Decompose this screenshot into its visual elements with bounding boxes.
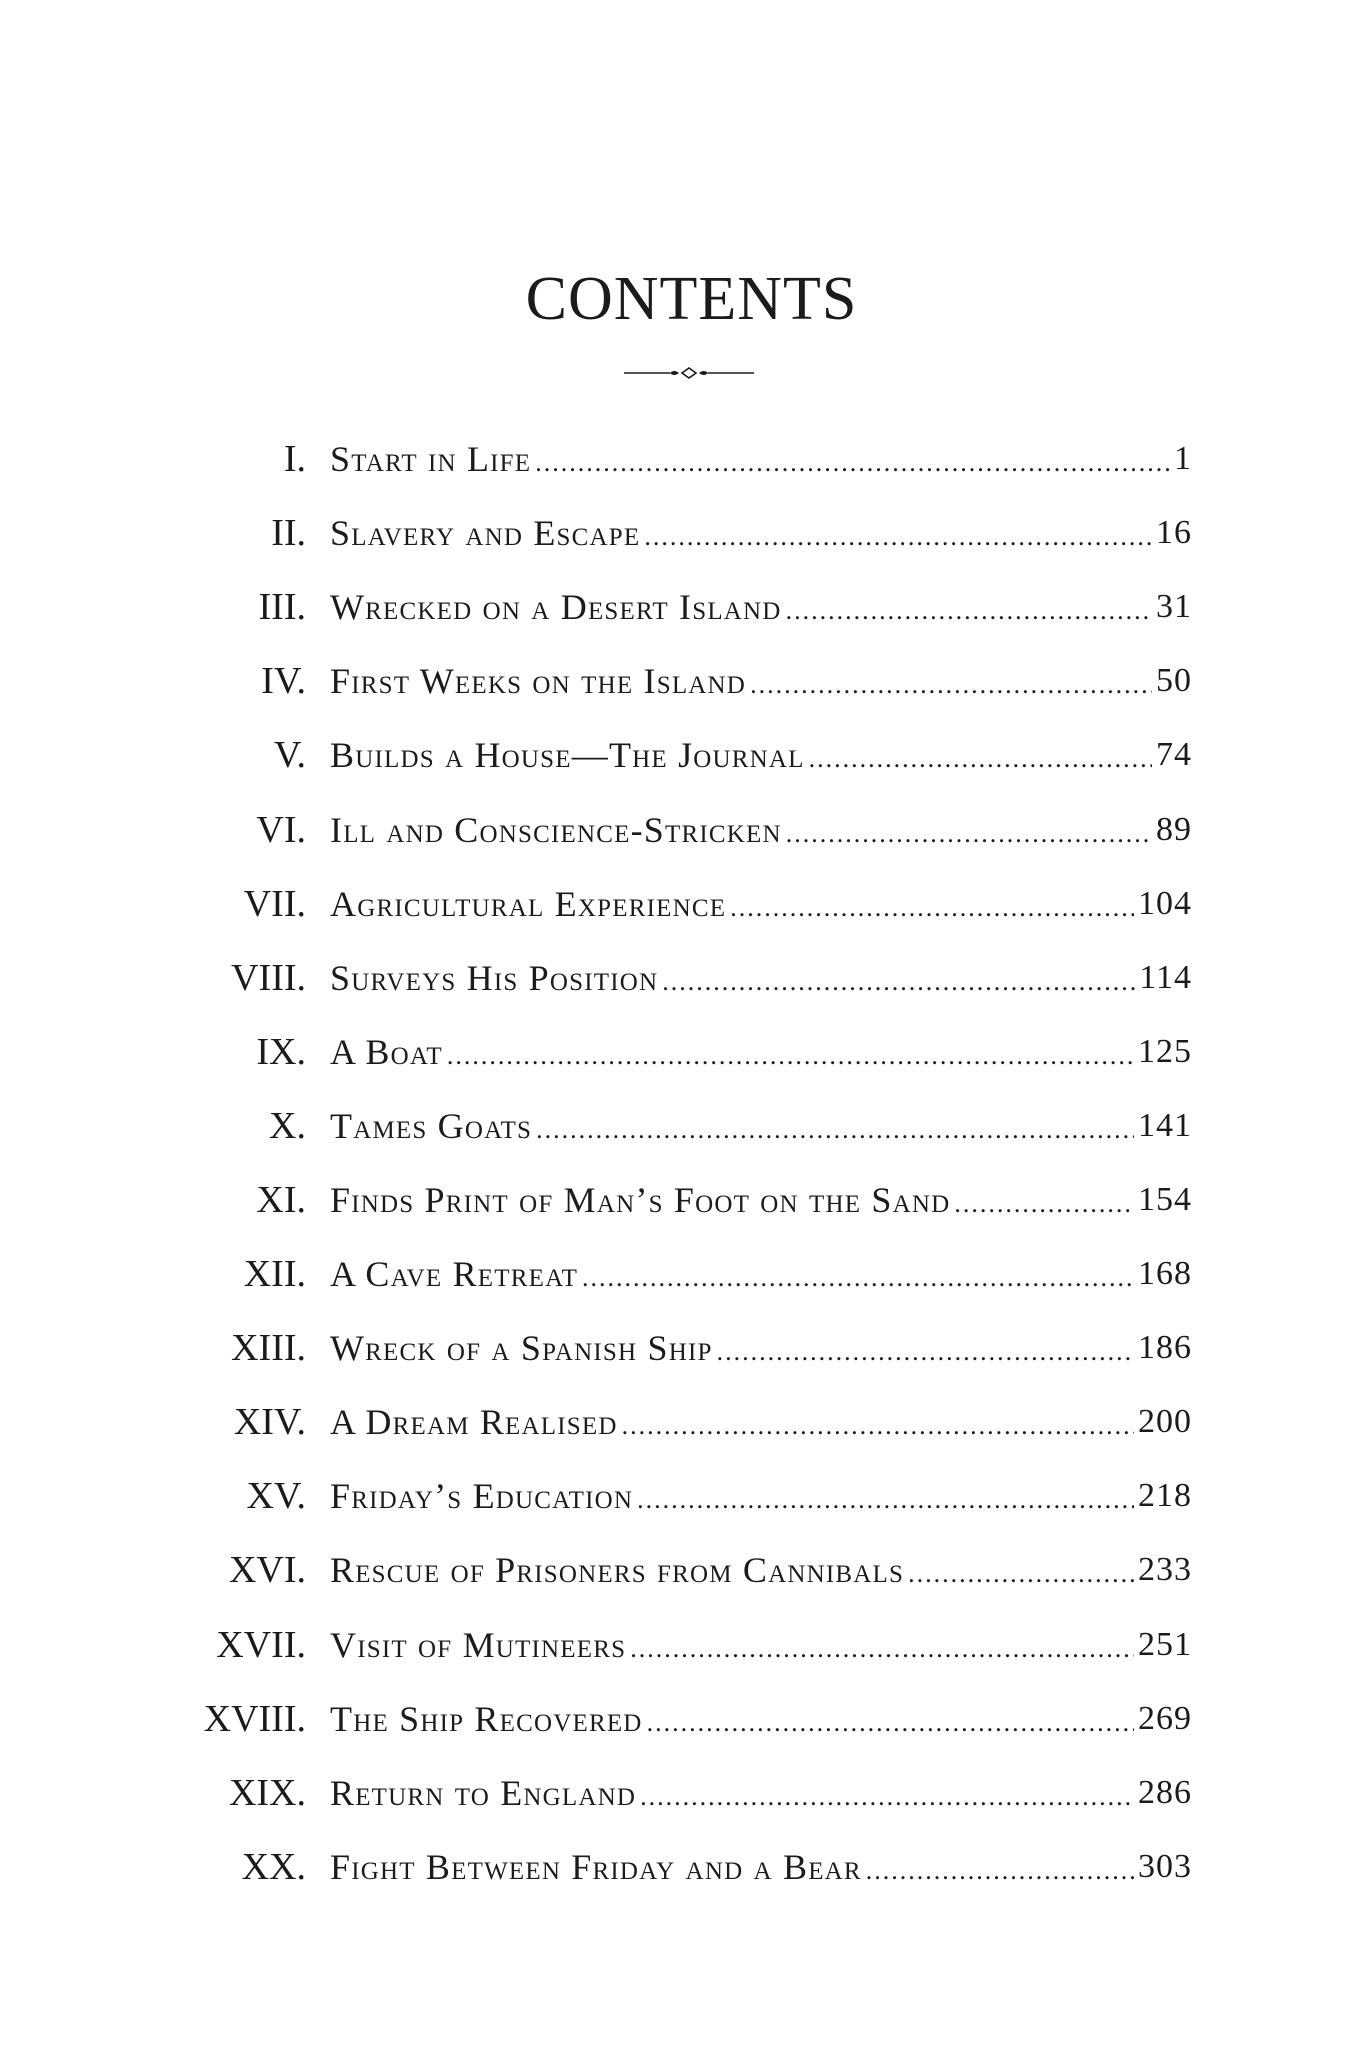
page-number: 114 [1139, 958, 1192, 996]
chapter-numeral: XVIII. [203, 1697, 306, 1740]
toc-entry [0, 1311, 1365, 1385]
chapter-numeral: VIII. [231, 956, 306, 999]
chapter-title: A Boat [330, 1031, 443, 1072]
dot-leader [750, 670, 1152, 700]
dot-leader [786, 596, 1152, 626]
chapter-numeral: XX. [241, 1845, 306, 1888]
chapter-numeral: III. [258, 586, 306, 629]
toc-entry-line [330, 941, 1192, 1015]
toc-entry-line [330, 1682, 1192, 1756]
dot-leader [809, 744, 1152, 774]
chapter-title: First Weeks on the Island [330, 661, 747, 702]
toc-entry [0, 496, 1365, 570]
chapter-title: Friday’s Education [330, 1476, 634, 1517]
toc-entry [0, 941, 1365, 1015]
chapter-numeral: V. [273, 734, 306, 777]
page-number: 1 [1174, 440, 1192, 478]
toc-entry [0, 1163, 1365, 1237]
chapter-numeral: XV. [246, 1475, 306, 1518]
chapter-numeral: VII. [243, 882, 306, 925]
page-number: 186 [1138, 1329, 1192, 1367]
toc-entry [0, 1015, 1365, 1089]
toc-entry-line [330, 1015, 1192, 1089]
toc-entry [0, 718, 1365, 792]
page-number: 154 [1138, 1180, 1192, 1218]
page-number: 141 [1138, 1106, 1192, 1144]
dot-leader [662, 967, 1135, 997]
chapter-title: Visit of Mutineers [330, 1624, 627, 1665]
toc-entry [0, 1385, 1365, 1459]
page-number: 50 [1156, 662, 1192, 700]
dot-leader [622, 1411, 1134, 1441]
dot-leader [717, 1337, 1134, 1367]
page-number: 303 [1138, 1847, 1192, 1885]
toc-entry-line [330, 1311, 1192, 1385]
toc-entry [0, 1089, 1365, 1163]
page-number: 89 [1156, 810, 1192, 848]
chapter-title: Tames Goats [330, 1105, 533, 1146]
chapter-title: Start in Life [330, 439, 532, 480]
page-number: 269 [1138, 1699, 1192, 1737]
dot-leader [447, 1041, 1134, 1071]
toc-entry-line [330, 718, 1192, 792]
chapter-numeral: XVII. [216, 1623, 306, 1666]
ornament-divider-icon [624, 365, 754, 381]
toc-entry-line [330, 1089, 1192, 1163]
toc-entry-line [330, 867, 1192, 941]
toc-entry-line [330, 496, 1192, 570]
toc-entry [0, 1459, 1365, 1533]
chapter-title: Wreck of a Spanish Ship [330, 1328, 713, 1369]
table-of-contents [0, 422, 1365, 1904]
page-title: CONTENTS [525, 265, 858, 333]
chapter-title: Agricultural Experience [330, 883, 727, 924]
page-number: 104 [1138, 884, 1192, 922]
chapter-title: Ill and Conscience-Stricken [330, 809, 782, 850]
toc-entry-line [330, 1237, 1192, 1311]
toc-entry-line [330, 422, 1192, 496]
chapter-numeral: XVI. [228, 1549, 306, 1592]
chapter-title: Surveys His Position [330, 957, 659, 998]
toc-entry [0, 1830, 1365, 1904]
page-number: 218 [1138, 1477, 1192, 1515]
toc-entry [0, 867, 1365, 941]
toc-entry-line [330, 1163, 1192, 1237]
toc-entry [0, 792, 1365, 866]
chapter-numeral: VI. [256, 808, 306, 851]
dot-leader [954, 1189, 1134, 1219]
dot-leader [644, 522, 1152, 552]
chapter-numeral: XIII. [231, 1327, 306, 1370]
chapter-numeral: XI. [256, 1178, 306, 1221]
dot-leader [647, 1708, 1134, 1738]
toc-entry-line [330, 1608, 1192, 1682]
chapter-numeral: XIV. [233, 1401, 306, 1444]
toc-entry-line [330, 644, 1192, 718]
toc-entry [0, 644, 1365, 718]
toc-entry-line [330, 1385, 1192, 1459]
page-number: 286 [1138, 1773, 1192, 1811]
chapter-title: A Cave Retreat [330, 1254, 579, 1295]
dot-leader [786, 819, 1152, 849]
page-number: 74 [1156, 736, 1192, 774]
chapter-title: Fight Between Friday and a Bear [330, 1846, 862, 1887]
dot-leader [637, 1485, 1134, 1515]
toc-entry [0, 422, 1365, 496]
page-number: 251 [1138, 1625, 1192, 1663]
page-number: 125 [1138, 1032, 1192, 1070]
dot-leader [536, 1115, 1134, 1145]
chapter-title: Rescue of Prisoners from Cannibals [330, 1550, 905, 1591]
dot-leader [535, 448, 1170, 478]
chapter-title: Slavery and Escape [330, 513, 641, 554]
toc-entry-line [330, 1533, 1192, 1607]
chapter-title: Finds Print of Man’s Foot on the Sand [330, 1179, 951, 1220]
chapter-title: Builds a House—The Journal [330, 735, 805, 776]
chapter-numeral: I. [283, 438, 306, 481]
chapter-title: Wrecked on a Desert Island [330, 587, 782, 628]
page-number: 31 [1156, 588, 1192, 626]
toc-entry [0, 1756, 1365, 1830]
chapter-numeral: XII. [243, 1253, 306, 1296]
chapter-title: The Ship Recovered [330, 1698, 643, 1739]
chapter-title: A Dream Realised [330, 1402, 618, 1443]
dot-leader [640, 1782, 1134, 1812]
page-number: 168 [1138, 1255, 1192, 1293]
toc-entry [0, 1237, 1365, 1311]
page-number: 233 [1138, 1551, 1192, 1589]
toc-entry [0, 1608, 1365, 1682]
page-number: 200 [1138, 1403, 1192, 1441]
toc-entry-line [330, 570, 1192, 644]
toc-entry-line [330, 792, 1192, 866]
chapter-numeral: X. [269, 1104, 306, 1147]
chapter-numeral: XIX. [228, 1771, 306, 1814]
dot-leader [582, 1263, 1134, 1293]
toc-entry [0, 1682, 1365, 1756]
dot-leader [908, 1559, 1134, 1589]
toc-entry-line [330, 1459, 1192, 1533]
dot-leader [866, 1856, 1134, 1886]
chapter-numeral: IX. [256, 1030, 306, 1073]
toc-entry-line [330, 1756, 1192, 1830]
chapter-numeral: II. [271, 512, 306, 555]
toc-entry-line [330, 1830, 1192, 1904]
toc-entry [0, 1533, 1365, 1607]
page-number: 16 [1156, 514, 1192, 552]
toc-entry [0, 570, 1365, 644]
dot-leader [730, 893, 1134, 923]
chapter-title: Return to England [330, 1772, 637, 1813]
chapter-numeral: IV. [261, 660, 306, 703]
dot-leader [630, 1634, 1134, 1664]
